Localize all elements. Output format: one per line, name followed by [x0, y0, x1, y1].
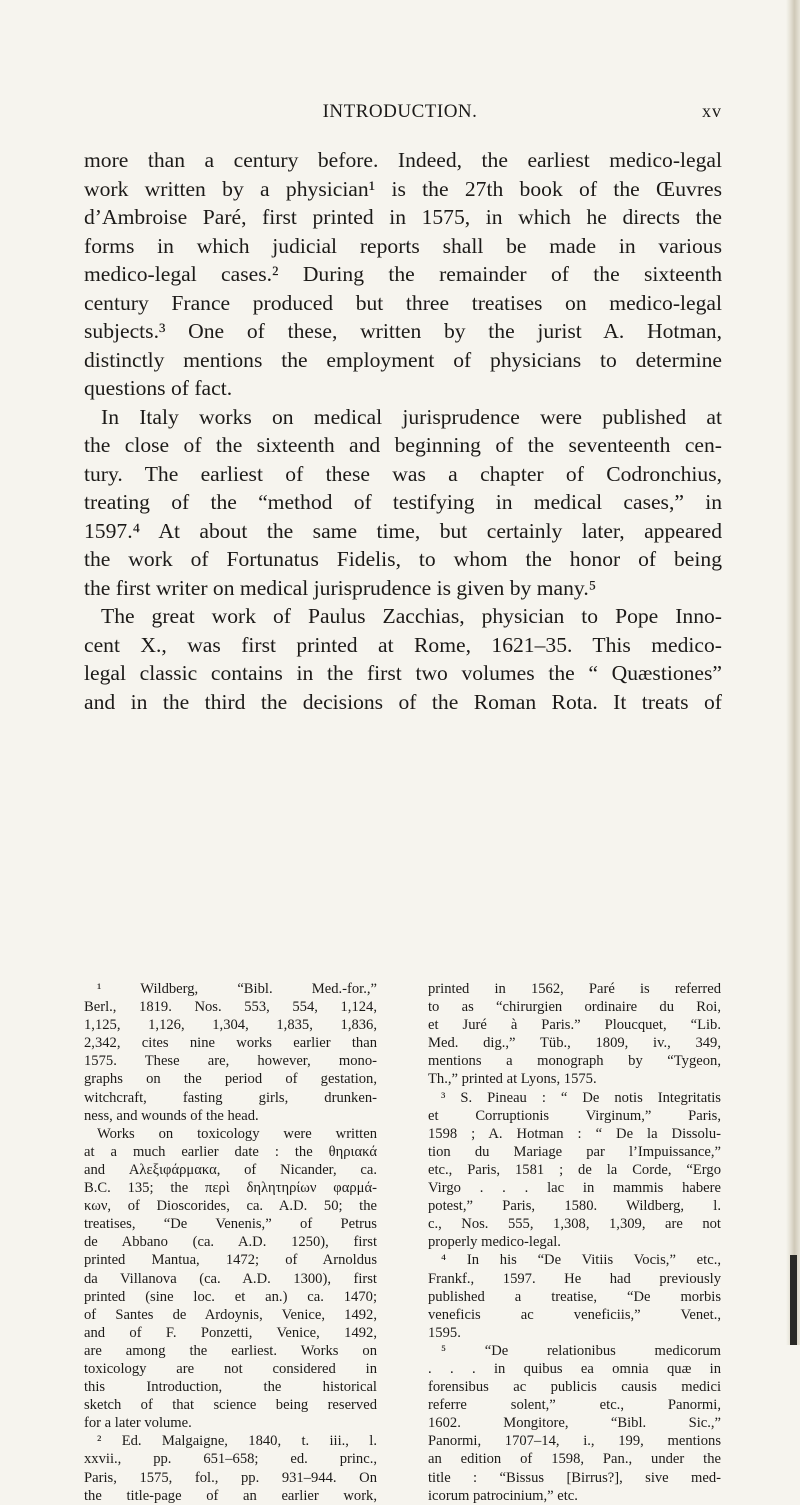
footnote-line: potest,” Paris, 1580. Wildberg, l. — [428, 1198, 721, 1215]
footnote-line: to as “chirurgien ordinaire du Roi, — [428, 999, 721, 1016]
footnotes-left-column — [84, 980, 377, 1505]
footnote-line: referre solent,” etc., Panormi, — [428, 1397, 721, 1414]
footnote-line: an edition of 1598, Pan., under the — [428, 1451, 721, 1468]
footnote-line: de Abbano (ca. A.D. 1250), first — [84, 1234, 377, 1251]
body-line: subjects.³ One of these, written by the jurist A. Hotman, — [84, 319, 722, 343]
footnote-line: veneficis ac veneficiis,” Venet., — [428, 1306, 721, 1323]
footnote-line: 2,342, cites nine works earlier than — [84, 1035, 377, 1052]
body-line: questions of fact. — [84, 376, 233, 400]
footnote-line: and Αλεξιφάρμακα, of Nicander, ca. — [84, 1161, 377, 1178]
footnote-line: Th.,” printed at Lyons, 1575. — [428, 1071, 597, 1088]
footnote-line: . . . in quibus ea omnia quæ in — [428, 1360, 721, 1377]
footnote-line: this Introduction, the historical — [84, 1379, 377, 1396]
footnote-line: etc., Paris, 1581 ; de la Corde, “Ergo — [428, 1161, 721, 1178]
footnote-line: Med. dig.,” Tüb., 1809, iv., 349, — [428, 1035, 721, 1052]
footnote-line: for a later volume. — [84, 1415, 192, 1432]
footnote-line: title : “Bissus [Birrus?], sive med- — [428, 1469, 721, 1486]
footnote-line: Panormi, 1707–14, i., 199, mentions — [428, 1433, 721, 1450]
footnote-line: ⁴ In his “De Vitiis Vocis,” etc., — [441, 1252, 721, 1269]
footnote-line: of Santes de Ardoynis, Venice, 1492, — [84, 1306, 377, 1323]
footnote-line: 1595. — [428, 1324, 461, 1341]
binding-mark — [790, 1255, 797, 1345]
footnote-line: et Juré à Paris.” Ploucquet, “Lib. — [428, 1017, 721, 1034]
footnote-line: forensibus ac publicis causis medici — [428, 1379, 721, 1396]
footnote-line: xxvii., pp. 651–658; ed. princ., — [84, 1451, 377, 1468]
body-line: d’Ambroise Paré, first printed in 1575, in which he directs the — [84, 205, 722, 229]
footnote-line: mentions a monograph by “Tygeon, — [428, 1053, 721, 1070]
footnote-line: toxicology are not considered in — [84, 1360, 377, 1377]
footnote-line: ³ S. Pineau : “ De notis Integritatis — [441, 1089, 721, 1106]
running-head-title: INTRODUCTION. — [322, 101, 478, 122]
body-line: work written by a physician¹ is the 27th book of the Œuvres — [84, 176, 722, 201]
footnote-line: ness, and wounds of the head. — [84, 1107, 259, 1124]
body-text — [84, 146, 722, 716]
body-line: In Italy works on medical jurisprudence were published at — [101, 404, 722, 429]
footnote-line: c., Nos. 555, 1,308, 1,309, are not — [428, 1216, 721, 1233]
body-line: distinctly mentions the employment of physicians to determine — [84, 347, 722, 372]
footnote-line: Berl., 1819. Nos. 553, 554, 1,124, — [84, 999, 377, 1016]
body-line: The great work of Paulus Zacchias, physician to Pope Inno- — [101, 604, 722, 628]
footnote-line: icorum patrocinium,” etc. — [428, 1487, 578, 1504]
footnote-line: published a treatise, “De morbis — [428, 1288, 721, 1305]
body-line: forms in which judicial reports shall be made in various — [84, 233, 722, 258]
body-line: the close of the sixteenth and beginning of the seventeenth cen- — [84, 433, 722, 457]
body-line: 1597.⁴ At about the same time, but certainly later, appeared — [84, 518, 722, 543]
footnote-line: ¹ Wildberg, “Bibl. Med.-for.,” — [97, 981, 377, 997]
footnote-line: 1598 ; A. Hotman : “ De la Dissolu- — [428, 1125, 721, 1142]
footnote-line: properly medico-legal. — [428, 1234, 561, 1251]
footnote-line: tion du Mariage par l’Impuissance,” — [428, 1143, 721, 1160]
footnote-line: witchcraft, fasting girls, drunken- — [84, 1089, 377, 1106]
footnote-line: the title-page of an earlier work, — [84, 1487, 377, 1504]
body-line: tury. The earliest of these was a chapter of Codronchius, — [84, 461, 722, 486]
footnote-line: are among the earliest. Works on — [84, 1342, 377, 1359]
body-line: medico-legal cases.² During the remainder of the sixteenth — [84, 262, 722, 286]
footnote-line: Frankf., 1597. He had previously — [428, 1270, 721, 1287]
footnote-line: printed Mantua, 1472; of Arnoldus — [84, 1252, 377, 1269]
footnote-line: ⁵ “De relationibus medicorum — [441, 1342, 721, 1359]
body-line: the work of Fortunatus Fidelis, to whom the honor of being — [84, 547, 722, 571]
footnote-line: graphs on the period of gestation, — [84, 1071, 377, 1088]
body-line: more than a century before. Indeed, the earliest medico-legal — [84, 148, 722, 172]
footnote-line: and of F. Ponzetti, Venice, 1492, — [84, 1324, 377, 1341]
footnote-line: 1575. These are, however, mono- — [84, 1053, 377, 1070]
footnote-line: printed in 1562, Paré is referred — [428, 981, 721, 997]
page-edge-shadow — [786, 0, 800, 1345]
page-number: xv — [702, 101, 722, 121]
footnote-line: B.C. 135; the περὶ δηλητηρίων φαρμά- — [84, 1180, 377, 1197]
footnote-line: κων, of Dioscorides, ca. A.D. 50; the — [84, 1198, 377, 1215]
footnote-line: at a much earlier date : the θηριακά — [84, 1143, 377, 1160]
footnote-line: 1602. Mongitore, “Bibl. Sic.,” — [428, 1415, 721, 1432]
body-line: legal classic contains in the first two volumes the “ Quæstiones” — [84, 661, 722, 685]
footnote-line: ² Ed. Malgaigne, 1840, t. iii., l. — [97, 1433, 377, 1450]
footnote-line: treatises, “De Venenis,” of Petrus — [84, 1216, 377, 1233]
body-line: cent X., was first printed at Rome, 1621–35. This medico- — [84, 632, 722, 657]
body-line: the first writer on medical jurisprudence is given by many.⁵ — [84, 575, 597, 600]
running-head — [0, 101, 800, 129]
footnote-line: sketch of that science being reserved — [84, 1397, 377, 1414]
body-line: treating of the “method of testifying in medical cases,” in — [84, 490, 722, 514]
footnote-line: Works on toxicology were written — [97, 1125, 377, 1142]
body-line: century France produced but three treatises on medico-legal — [84, 290, 722, 315]
footnote-line: Virgo . . . lac in mammis habere — [428, 1180, 721, 1197]
body-line: and in the third the decisions of the Roman Rota. It treats of — [84, 689, 722, 714]
footnote-line: Paris, 1575, fol., pp. 931–944. On — [84, 1469, 377, 1486]
footnote-line: da Villanova (ca. A.D. 1300), first — [84, 1270, 377, 1287]
footnote-line: et Corruptionis Virginum,” Paris, — [428, 1107, 721, 1124]
footnotes-right-column — [428, 980, 721, 1505]
footnote-line: 1,125, 1,126, 1,304, 1,835, 1,836, — [84, 1017, 377, 1034]
footnote-line: printed (sine loc. et an.) ca. 1470; — [84, 1288, 377, 1305]
